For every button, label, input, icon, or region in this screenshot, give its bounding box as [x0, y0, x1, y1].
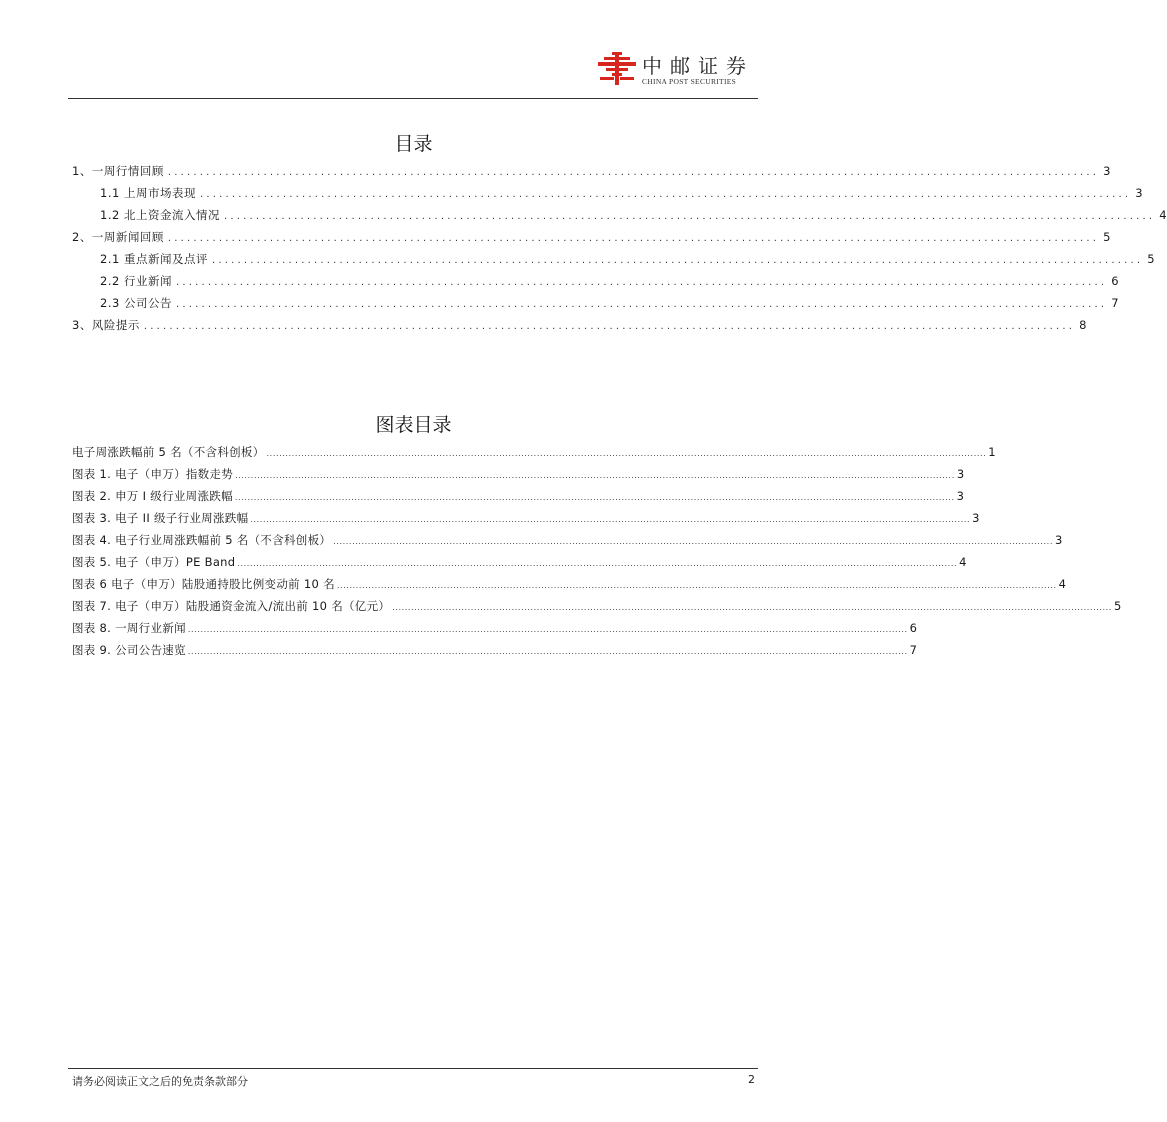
figure-toc-entry[interactable]: [72, 576, 1066, 598]
figure-entry-page: 3: [956, 489, 964, 503]
toc-entry[interactable]: [72, 229, 1111, 251]
toc-entry[interactable]: [72, 185, 1143, 207]
logo-english-name: CHINA POST SECURITIES: [642, 77, 737, 86]
toc-entry[interactable]: [72, 207, 1167, 229]
toc-entry-label: 3、风险提示: [72, 318, 140, 332]
figure-entry-page: 1: [988, 445, 996, 459]
toc-entry-label: 2.1 重点新闻及点评: [100, 252, 208, 266]
leader-dots: .....................................................................................................................................................................................................................................: [235, 471, 955, 480]
header-divider: [68, 98, 758, 99]
figure-entry-label: 图表 6 电子（申万）陆股通持股比例变动前 10 名: [72, 577, 335, 591]
toc-entry-page: 3: [1135, 186, 1143, 200]
toc-entry-label: 2、一周新闻回顾: [72, 230, 164, 244]
figure-toc-entry[interactable]: [72, 620, 917, 642]
figure-entry-label: 图表 8. 一周行业新闻: [72, 621, 186, 635]
toc-entry[interactable]: [72, 295, 1119, 317]
toc-entry-label: 2.3 公司公告: [100, 296, 172, 310]
leader-dots: ..................................................................................................................................................: [167, 167, 1100, 178]
leader-dots: .....................................................................................................................................................................................................................................: [266, 449, 987, 458]
toc-entry[interactable]: [72, 273, 1119, 295]
toc-entry-page: 3: [1103, 164, 1111, 178]
page-number: 2: [748, 1073, 755, 1086]
toc-entry[interactable]: [72, 251, 1155, 273]
leader-dots: .....................................................................................................................................................................................................................................: [250, 515, 971, 524]
figure-toc-title: 图表目录: [375, 414, 452, 436]
toc-entry-page: 6: [1111, 274, 1119, 288]
figure-toc-entry[interactable]: [72, 642, 917, 664]
toc-entry[interactable]: [72, 317, 1087, 339]
figure-toc-entry[interactable]: [72, 532, 1063, 554]
figure-entry-page: 4: [1058, 577, 1066, 591]
figure-entry-page: 7: [909, 643, 917, 657]
figure-entry-label: 图表 5. 电子（申万）PE Band: [72, 555, 236, 569]
figure-entry-label: 电子周涨跌幅前 5 名（不含科创板）: [72, 445, 265, 459]
toc-entry-page: 5: [1147, 252, 1155, 266]
figure-entry-label: 图表 9. 公司公告速览: [72, 643, 186, 657]
figure-entry-page: 3: [956, 467, 965, 481]
leader-dots: .....................................................................................................................................................................................................................................: [333, 537, 1053, 546]
leader-dots: .....................................................................................................................................................................................................................................: [234, 493, 955, 502]
figure-entry-page: 3: [1054, 533, 1063, 547]
figure-toc-entry[interactable]: [72, 554, 967, 576]
toc-list: [72, 163, 1167, 339]
footer-divider: [68, 1068, 758, 1069]
leader-dots: ..................................................................................................................................................: [143, 321, 1076, 332]
toc-entry-page: 4: [1159, 208, 1167, 222]
figure-toc-entry[interactable]: [72, 444, 996, 466]
figure-entry-label: 图表 7. 电子（申万）陆股通资金流入/流出前 10 名（亿元）: [72, 599, 391, 613]
toc-entry-label: 1.2 北上资金流入情况: [100, 208, 220, 222]
leader-dots: ..................................................................................................................................................: [223, 211, 1156, 222]
figure-entry-page: 4: [959, 555, 967, 569]
disclaimer-note: 请务必阅读正文之后的免责条款部分: [72, 1075, 248, 1088]
toc-entry-label: 1.1 上周市场表现: [100, 186, 196, 200]
figure-entry-label: 图表 2. 申万 I 级行业周涨跌幅: [72, 489, 233, 503]
china-post-logo-icon: [598, 52, 636, 86]
figure-entry-label: 图表 1. 电子（申万）指数走势: [72, 467, 234, 481]
company-logo: [598, 50, 758, 90]
toc-entry-page: 7: [1111, 296, 1119, 310]
toc-entry-page: 8: [1079, 318, 1087, 332]
leader-dots: .....................................................................................................................................................................................................................................: [187, 647, 908, 656]
figure-entry-label: 图表 4. 电子行业周涨跌幅前 5 名（不含科创板）: [72, 533, 332, 547]
leader-dots: .....................................................................................................................................................................................................................................: [187, 625, 908, 634]
figure-toc-entry[interactable]: [72, 510, 980, 532]
leader-dots: ..................................................................................................................................................: [211, 255, 1144, 266]
toc-entry[interactable]: [72, 163, 1111, 185]
leader-dots: ..................................................................................................................................................: [175, 299, 1108, 310]
figure-toc-list: [72, 444, 1122, 664]
leader-dots: ..................................................................................................................................................: [175, 277, 1108, 288]
leader-dots: ..................................................................................................................................................: [167, 233, 1100, 244]
figure-entry-page: 5: [1113, 599, 1122, 613]
figure-toc-entry[interactable]: [72, 488, 964, 510]
figure-entry-label: 图表 3. 电子 II 级子行业周涨跌幅: [72, 511, 249, 525]
leader-dots: .....................................................................................................................................................................................................................................: [392, 603, 1112, 612]
figure-entry-page: 6: [909, 621, 917, 635]
figure-toc-entry[interactable]: [72, 466, 965, 488]
leader-dots: ..................................................................................................................................................: [199, 189, 1132, 200]
figure-toc-entry[interactable]: [72, 598, 1122, 620]
leader-dots: .....................................................................................................................................................................................................................................: [336, 581, 1057, 590]
logo-chinese-name: 中邮证券: [642, 54, 754, 78]
figure-entry-page: 3: [972, 511, 980, 525]
toc-entry-label: 2.2 行业新闻: [100, 274, 172, 288]
toc-entry-page: 5: [1103, 230, 1111, 244]
toc-title: 目录: [394, 133, 433, 155]
leader-dots: .....................................................................................................................................................................................................................................: [237, 559, 958, 568]
toc-entry-label: 1、一周行情回顾: [72, 164, 164, 178]
